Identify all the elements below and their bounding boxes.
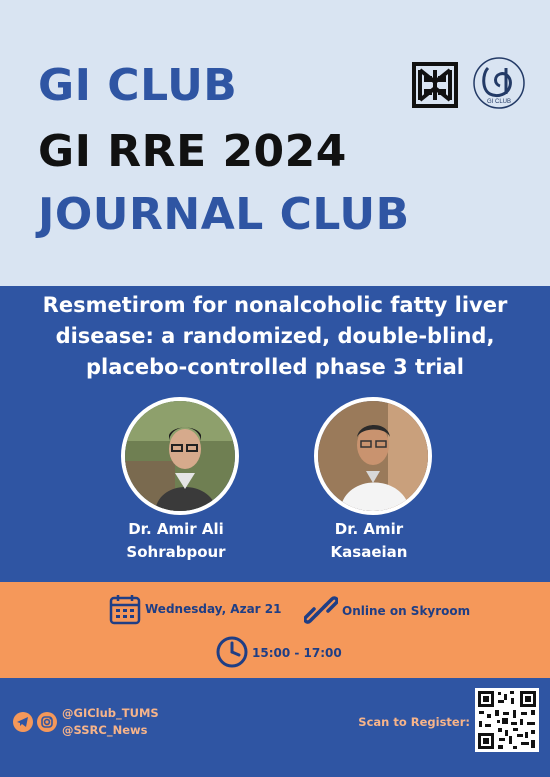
calendar-icon: [108, 592, 142, 626]
paper-title: Resmetirom for nonalcoholic fatty liver disease: a randomized, double-blind, placebo-controlled phase 3 trial: [42, 293, 508, 379]
event-date: Wednesday, Azar 21: [145, 602, 282, 616]
speaker-1-photo: [121, 397, 239, 515]
title-gi-club: GI CLUB: [38, 60, 238, 111]
title-journal-club: JOURNAL CLUB: [38, 189, 410, 240]
telegram-handle[interactable]: @GIClub_TUMS: [62, 706, 159, 720]
speaker-2-last: Kasaeian: [330, 543, 408, 561]
speaker-1-first: Dr. Amir Ali: [128, 520, 224, 538]
scan-to-register-label: Scan to Register:: [358, 715, 470, 729]
event-details-band: [0, 582, 550, 678]
registration-qr-code[interactable]: [475, 688, 539, 752]
telegram-icon[interactable]: [13, 712, 33, 732]
gi-club-logo-text: GI CLUB: [486, 99, 512, 105]
speaker-2-name: [299, 518, 439, 564]
speaker-1-name: [106, 518, 246, 564]
speaker-1-last: Sohrabpour: [126, 543, 226, 561]
gi-club-logo-icon: [472, 56, 526, 110]
speaker-2-photo: [314, 397, 432, 515]
event-time: 15:00 - 17:00: [252, 646, 342, 660]
university-logo-icon: [410, 60, 460, 110]
link-icon: [304, 595, 338, 625]
instagram-icon[interactable]: [37, 712, 57, 732]
clock-icon: [215, 635, 249, 669]
speaker-2-first: Dr. Amir: [334, 520, 404, 538]
event-venue: Online on Skyroom: [342, 604, 471, 618]
title-gi-rre: GI RRE 2024: [38, 126, 347, 177]
instagram-handle[interactable]: @SSRC_News: [62, 723, 148, 737]
